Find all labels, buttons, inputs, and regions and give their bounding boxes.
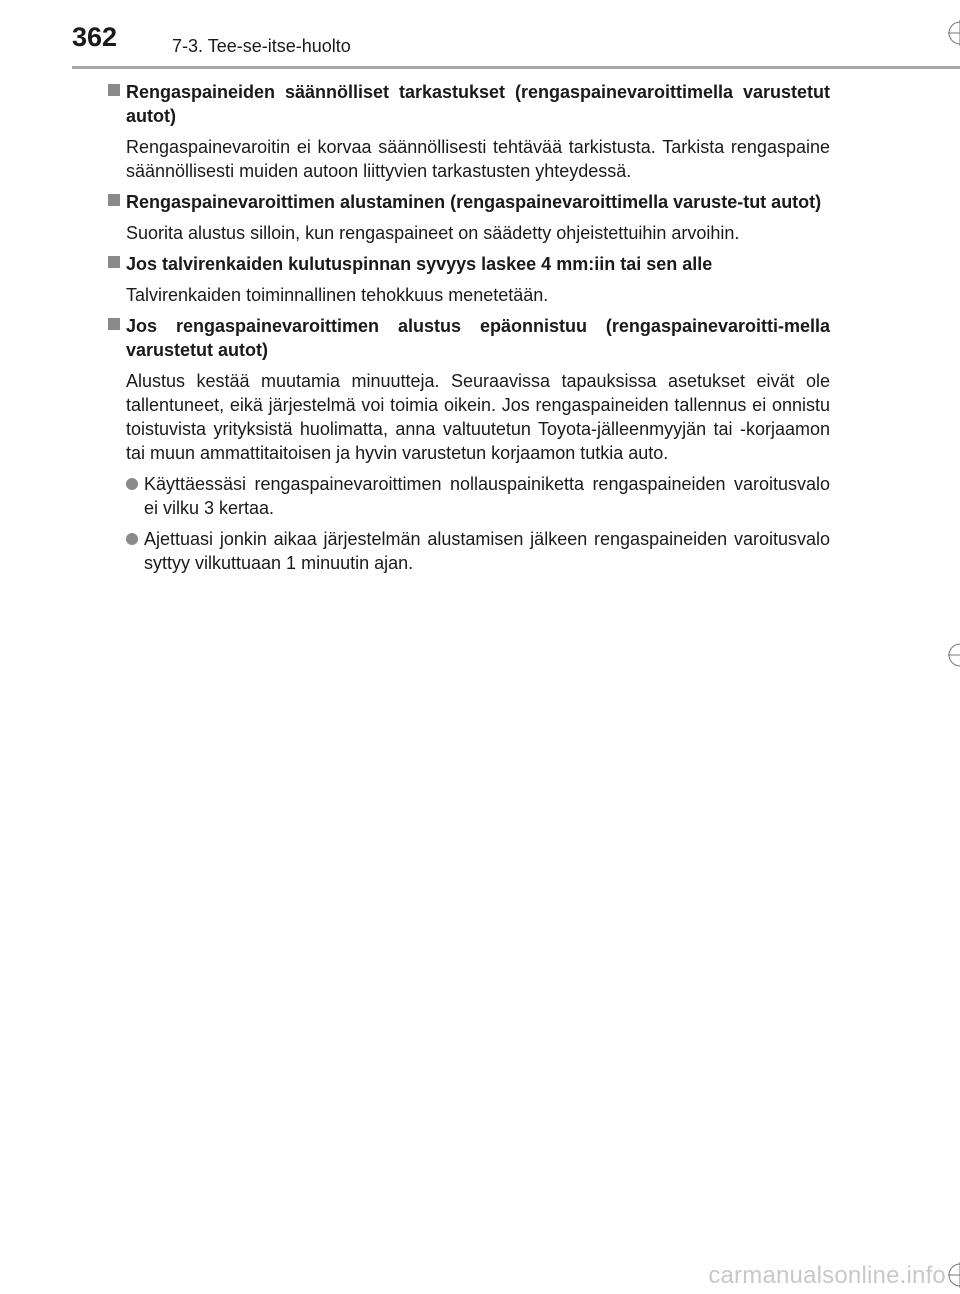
crop-mark-top-right [934,20,960,46]
square-bullet-icon [108,256,120,268]
heading-text: Rengaspainevaroittimen alustaminen (rengaspainevaroittimella varuste-tut autot) [126,192,822,212]
section-tire-warning-init [106,190,830,245]
paragraph: Talvirenkaiden toiminnallinen tehokkuus menetetään. [126,285,549,305]
section-title: 7-3. Tee-se-itse-huolto [172,36,351,56]
section-init-failure [106,314,830,575]
crop-mark-icon [934,20,960,46]
list-item [106,472,830,520]
watermark: carmanualsonline.info [708,1262,946,1289]
list-item-text: Ajettuasi jonkin aikaa järjestelmän alustamisen jälkeen rengaspaineiden varoitusvalo syttyy vilkuttuaan 1 minuutin ajan. [144,529,830,573]
circle-bullet-icon [126,478,138,490]
crop-mark-middle-right [934,642,960,668]
paragraph: Rengaspainevaroitin ei korvaa säännöllisesti tehtävää tarkistusta. Tarkista rengaspaine säännöllisesti muiden autoon liittyvien tarkastusten yhteydessä. [126,137,830,181]
heading-text: Jos talvirenkaiden kulutuspinnan syvyys laskee 4 mm:iin tai sen alle [126,254,713,274]
heading-text: Jos rengaspainevaroittimen alustus epäonnistuu (rengaspainevaroitti-mella varustetut autot) [126,316,830,360]
circle-bullet-icon [126,533,138,545]
section-tire-pressure-checks [106,80,830,183]
section-heading [106,314,830,362]
section-heading [106,190,830,214]
header-rule [72,66,960,69]
square-bullet-icon [108,318,120,330]
section-winter-tire-depth [106,252,830,307]
heading-text: Rengaspaineiden säännölliset tarkastukset (rengaspainevaroittimella varustetut autot) [126,82,830,126]
square-bullet-icon [108,84,120,96]
list-item [106,527,830,575]
square-bullet-icon [108,194,120,206]
paragraph: Alustus kestää muutamia minuutteja. Seuraavissa tapauksissa asetukset eivät ole tallentuneet, eikä järjestelmä voi toimia oikein. Jos rengaspaineiden tallennus ei onnistu toistuvista yrityksistä huolimatta, anna valtuutetun Toyota-jälleenmyyjän tai -korjaamon tai muun ammattitaitoisen ja hyvin varustetun korjaamon tutkia auto. [126,371,830,463]
section-heading [106,252,830,276]
page-content [106,80,830,582]
page-number: 362 [72,22,118,52]
paragraph: Suorita alustus silloin, kun rengaspaineet on säädetty ohjeistettuihin arvoihin. [126,223,740,243]
section-heading [106,80,830,128]
list-item-text: Käyttäessäsi rengaspainevaroittimen nollauspainiketta rengaspaineiden varoitusvalo ei vilku 3 kertaa. [144,474,830,518]
crop-mark-icon [934,642,960,668]
